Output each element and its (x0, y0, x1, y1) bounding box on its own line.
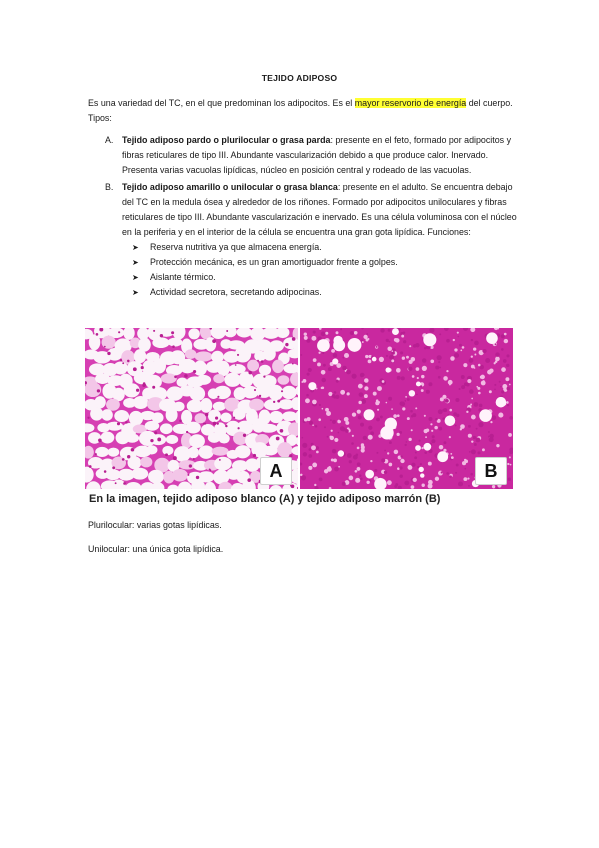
panel-label-b: B (475, 457, 507, 485)
figure-caption: En la imagen, tejido adiposo blanco (A) y tejido adiposo marrón (B) (89, 493, 441, 505)
types-list (88, 133, 518, 300)
brown-adipose-micrograph (300, 328, 513, 489)
arrow-bullet-icon: ➤ (132, 258, 139, 267)
highlighted-text: mayor reservorio de energía (354, 98, 467, 108)
functions-list (122, 240, 518, 300)
panel-label-a: A (260, 457, 292, 485)
plurilocular-note: Plurilocular: varias gotas lipídicas. (88, 520, 222, 530)
type-description: : presente en el feto, formado por adipocitos y fibras reticulares de tipo III. Abundante vascularización debido a que produce calor. Inervado. Presenta varias vacuolas lipídicas, núcleo en posición central y rodeado de las vacuolas. (122, 135, 512, 175)
type-item-a (88, 133, 518, 178)
type-name: Tejido adiposo amarillo o unilocular o grasa blanca (122, 182, 338, 192)
function-item: ➤ Reserva nutritiva ya que almacena energía. (122, 240, 518, 255)
intro-paragraph (88, 96, 518, 126)
type-item-b (88, 180, 518, 300)
arrow-bullet-icon: ➤ (132, 243, 139, 252)
intro-text-start: Es una variedad del TC, en el que predominan los adipocitos. Es el (88, 98, 355, 108)
unilocular-note: Unilocular: una única gota lipídica. (88, 544, 224, 554)
function-item: ➤ Protección mecánica, es un gran amortiguador frente a golpes. (122, 255, 518, 270)
list-marker: A. (105, 135, 114, 145)
list-marker: B. (105, 182, 114, 192)
arrow-bullet-icon: ➤ (132, 288, 139, 297)
type-name: Tejido adiposo pardo o plurilocular o grasa parda (122, 135, 331, 145)
page-title: TEJIDO ADIPOSO (261, 73, 338, 83)
type-description: : presente en el adulto. Se encuentra debajo del TC en la medula ósea y alrededor de los riñones. Formado por adipocitos uniloculares y fibras reticulares de tipo III. Abundante vascularización e inervado. Es una célula voluminosa con el núcleo en la periferia y en el interior de la célula se encuentra una gran gota lipídica. Funciones: (122, 182, 517, 237)
arrow-bullet-icon: ➤ (132, 273, 139, 282)
white-adipose-micrograph (85, 328, 298, 489)
function-item: ➤ Aislante térmico. (122, 270, 518, 285)
function-item: ➤ Actividad secretora, secretando adipocinas. (122, 285, 518, 300)
intro-text-end: del cuerpo. Tipos: (88, 98, 513, 123)
histology-figure (85, 328, 513, 515)
